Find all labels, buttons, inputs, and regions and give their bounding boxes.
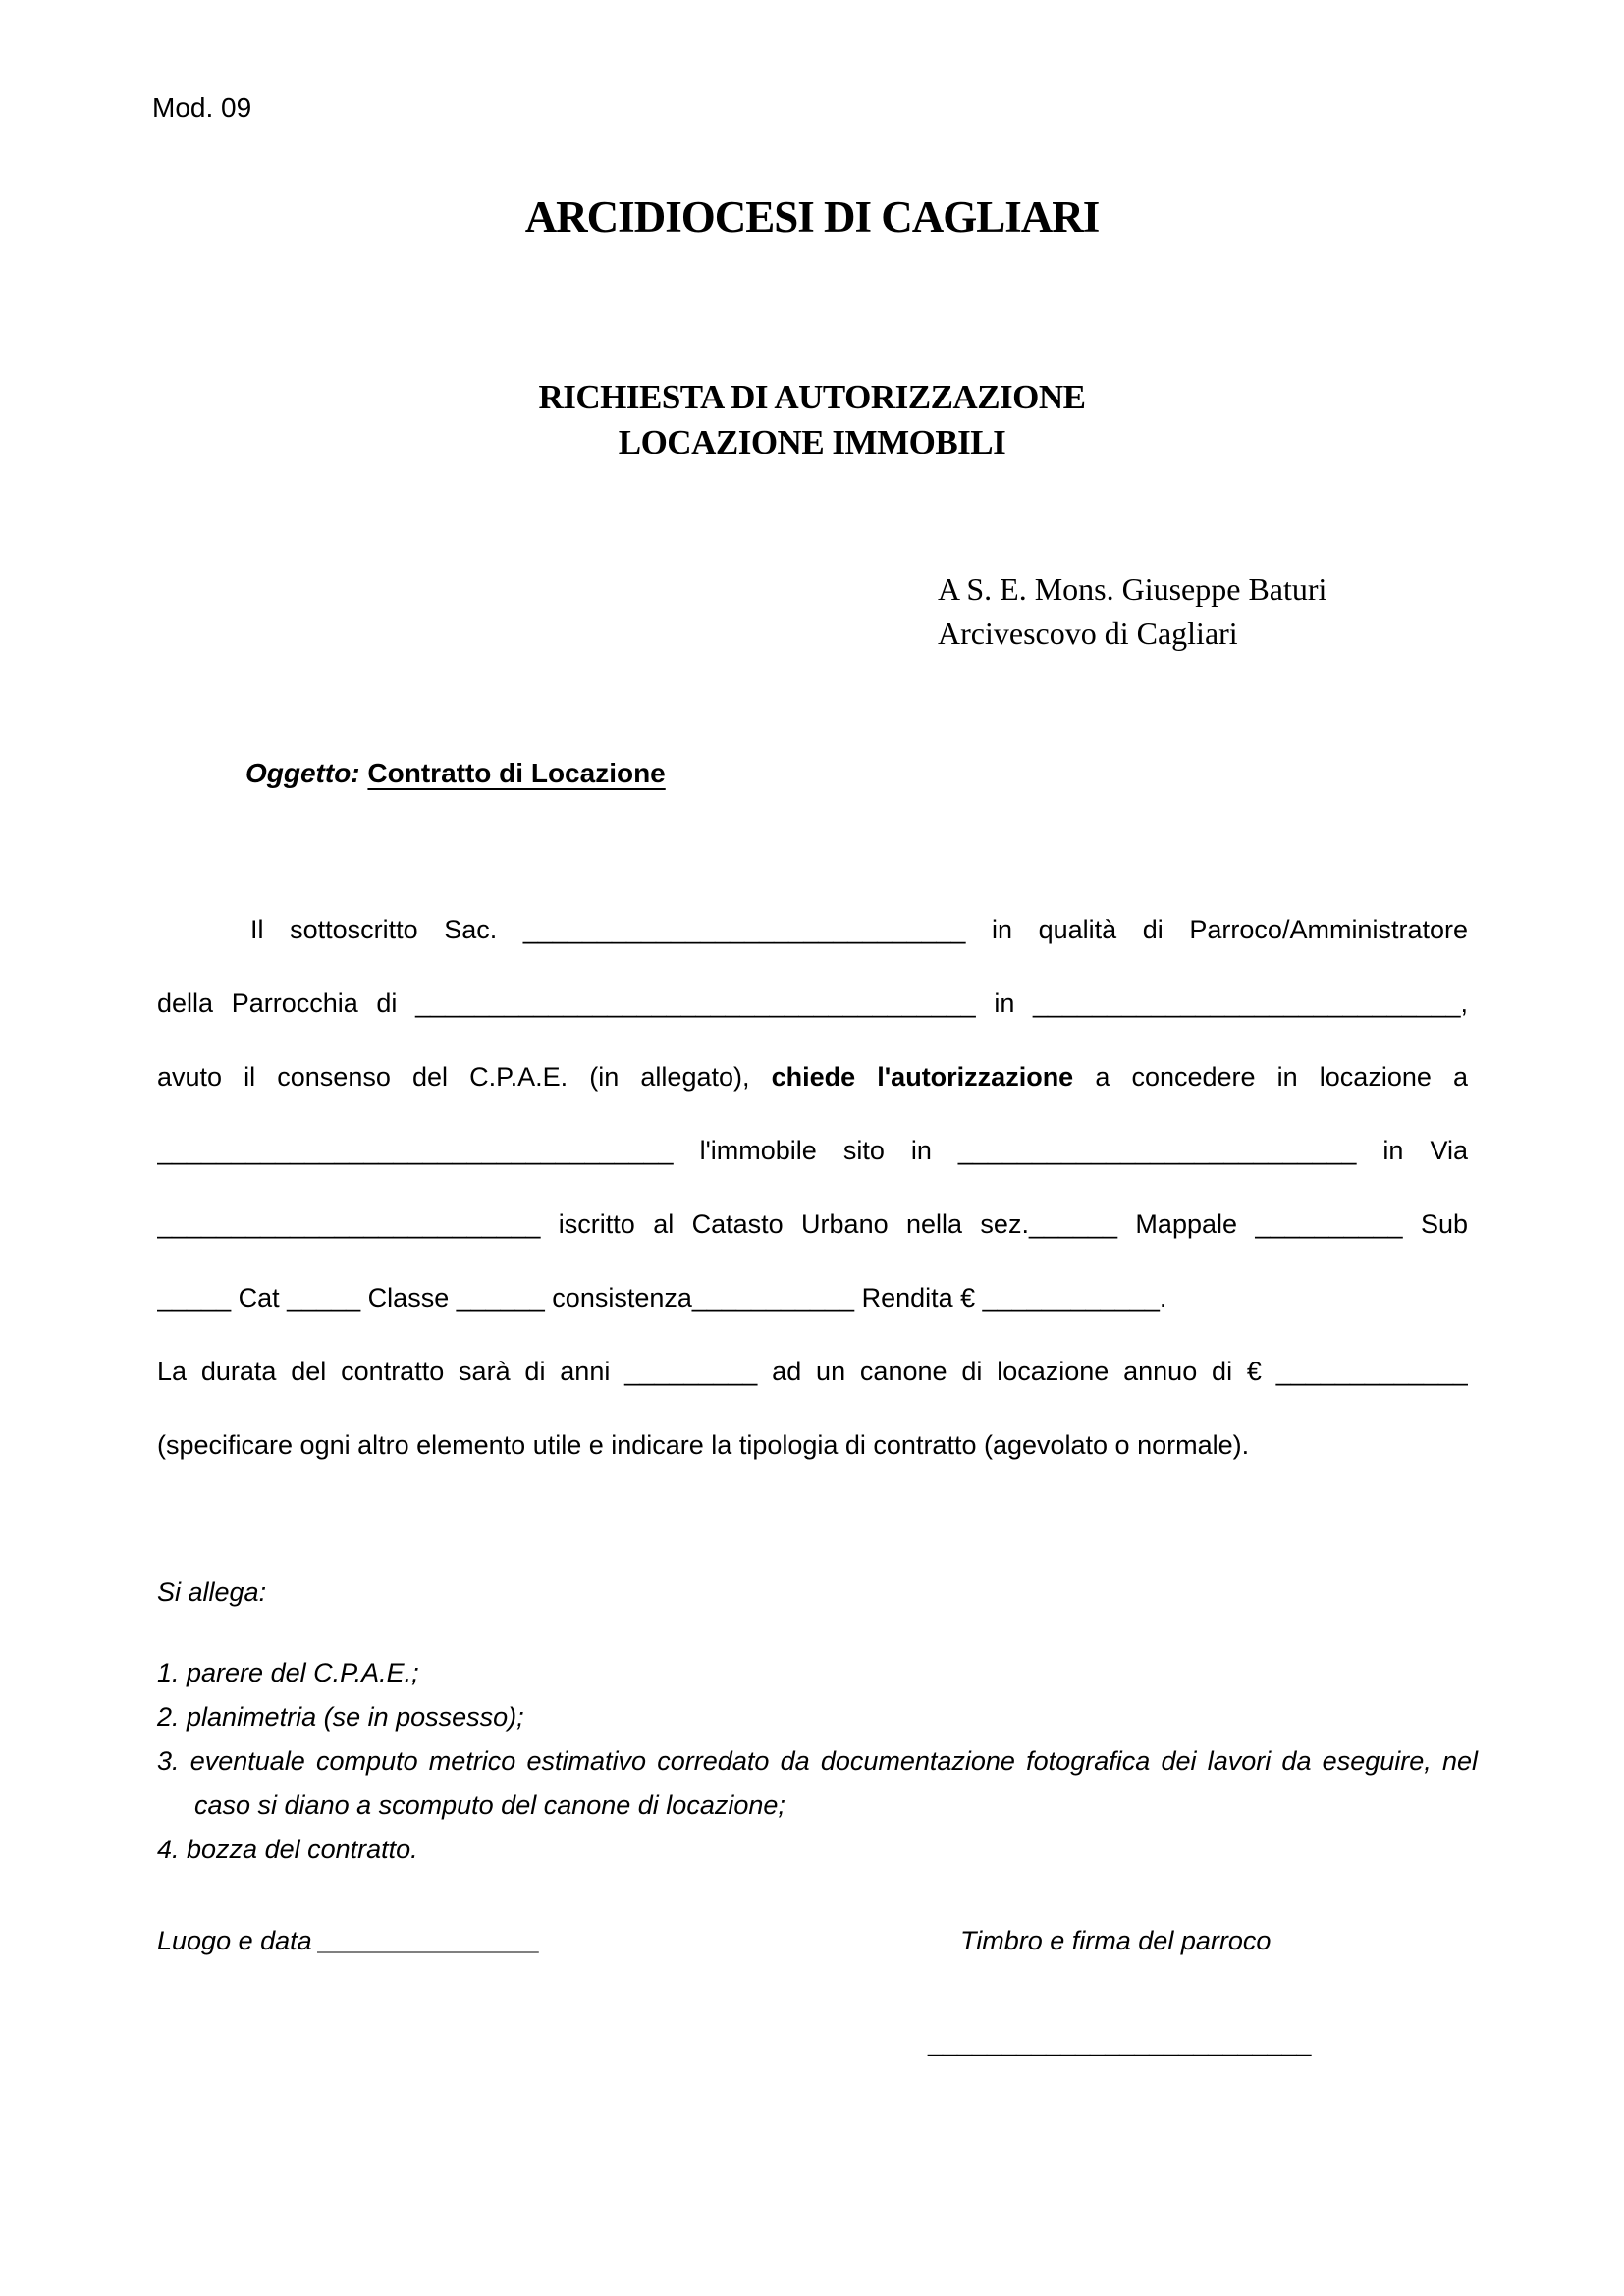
body-paragraph xyxy=(157,893,1468,1482)
request-title-line2: LOCAZIONE IMMOBILI xyxy=(618,423,1006,461)
subject-label: Oggetto: xyxy=(245,758,368,788)
body-line-authorization xyxy=(157,1041,1468,1114)
body-line-property-location: ___________________________________ l'immobile sito in ___________________________ in Via xyxy=(157,1136,1468,1165)
body-line-specify-note: (specificare ogni altro elemento utile e indicare la tipologia di contratto (agevolato o normale). xyxy=(157,1430,1250,1460)
body-line-cadastre: __________________________ iscritto al Catasto Urbano nella sez.______ Mappale __________ Sub xyxy=(157,1209,1468,1239)
form-model-number: Mod. 09 xyxy=(152,92,252,123)
attachments-list xyxy=(157,1651,1478,1872)
place-date-label: Luogo e data xyxy=(157,1926,320,1955)
body-line-authorization-post: a concedere in locazione a xyxy=(1073,1062,1468,1092)
body-line-declarant: Il sottoscritto Sac. ______________________________ in qualità di Parroco/Amministratore xyxy=(250,915,1468,944)
attachment-item-2: 2. planimetria (se in possesso); xyxy=(157,1702,524,1732)
body-line-cadastre-details: _____ Cat _____ Classe ______ consistenza___________ Rendita € ____________. xyxy=(157,1283,1167,1312)
signature-line: __________________________ xyxy=(928,2027,1312,2056)
request-title-line1: RICHIESTA DI AUTORIZZAZIONE xyxy=(538,378,1086,416)
addressee-role: Arcivescovo di Cagliari xyxy=(938,615,1238,651)
body-line-authorization-bold: chiede l'autorizzazione xyxy=(771,1062,1074,1092)
body-line-authorization-pre: avuto il consenso del C.P.A.E. (in allegato), xyxy=(157,1062,772,1092)
attachment-item-1: 1. parere del C.P.A.E.; xyxy=(157,1658,419,1687)
organization-title: ARCIDIOCESI DI CAGLIARI xyxy=(524,192,1100,241)
request-title xyxy=(0,375,1624,465)
addressee-block xyxy=(938,567,1326,656)
attachment-item-3: 3. eventuale computo metrico estimativo corredato da documentazione fotografica dei lavori da eseguire, nel caso si diano a scomputo del canone di locazione; xyxy=(157,1746,1478,1820)
body-line-parish: della Parrocchia di ______________________________________ in _____________________________, xyxy=(157,988,1468,1018)
subject-value: Contratto di Locazione xyxy=(367,758,666,788)
attachment-item-4: 4. bozza del contratto. xyxy=(157,1835,418,1864)
place-date-line xyxy=(157,1919,540,1963)
place-date-blank: _______________ xyxy=(319,1926,541,1955)
body-line-contract-duration: La durata del contratto sarà di anni _________ ad un canone di locazione annuo di € _____________ xyxy=(157,1357,1468,1386)
addressee-name: A S. E. Mons. Giuseppe Baturi xyxy=(938,571,1327,607)
stamp-signature-label: Timbro e firma del parroco xyxy=(960,1926,1272,1955)
subject-line xyxy=(245,751,666,795)
attachments-heading: Si allega: xyxy=(157,1577,267,1607)
